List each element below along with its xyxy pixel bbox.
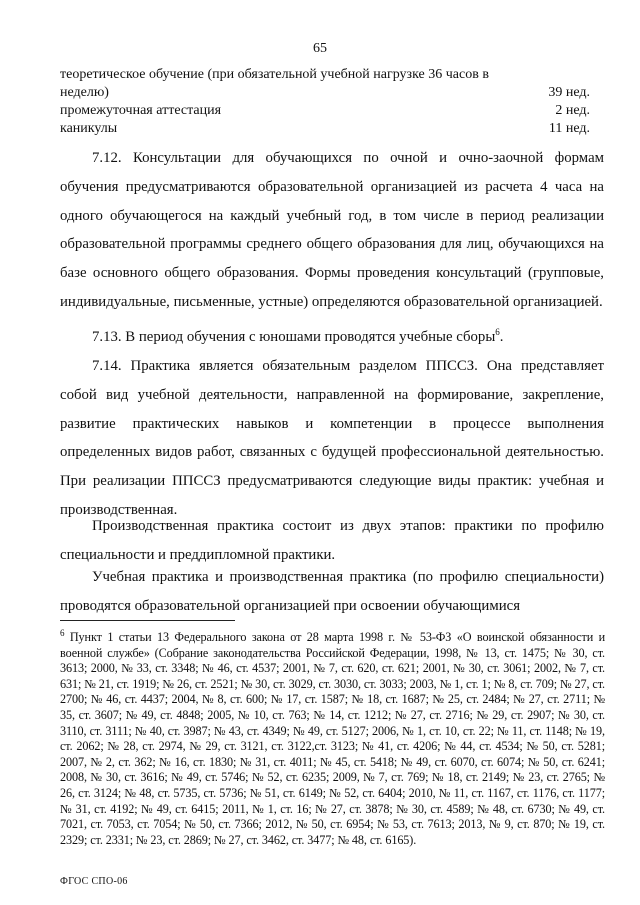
schedule-row [60, 66, 590, 84]
schedule-label: промежуточная аттестация [60, 103, 222, 118]
paragraph-educational-practice: Учебная практика и производственная практика (по профилю специальности) проводятся образовательной организацией при освоении обучающимися [60, 569, 604, 614]
schedule-value: 2 нед. [555, 103, 590, 118]
schedule-row [60, 102, 590, 120]
footnote-marker: 6 [60, 627, 65, 638]
schedule-label: теоретическое обучение (при обязательной учебной нагрузке 36 часов в [60, 67, 489, 82]
schedule-value: 11 нед. [548, 121, 590, 136]
footnote-divider [60, 620, 235, 621]
paragraph-production-practice: Производственная практика состоит из двух этапов: практики по профилю специальности и преддипломной практики. [60, 518, 604, 563]
footnote-ref: 6 [495, 327, 500, 338]
paragraph-7-14: 7.14. Практика является обязательным разделом ППССЗ. Она представляет собой вид учебной деятельности, направленной на формирование, закрепление, развитие практических навыков и компетенции в процессе выполнения определенных видов работ, связанных с будущей профессиональной деятельностью. При реализации ППССЗ предусматриваются следующие виды практик: учебная и производственная. [60, 358, 604, 518]
footnote-text: Пункт 1 статьи 13 Федерального закона от 28 марта 1998 г. № 53-ФЗ «О воинской обязанности и военной службе» (Собрание законодательства Российской Федерации, 1998, № 13, ст. 1475; № 30, ст. 3613; 2000, № 33, ст. 3348; № 46, ст. 4537; 2001, № 7, ст. 620, ст. 621; 2001, № 30, ст. 3061; 2002, № 7, ст. 631; № 21, ст. 1919; № 26, ст. 2521; № 30, ст. 3029, ст. 3030, ст. 3033; 2003, № 1, ст. 1; № 8, ст. 709; № 27, ст. 2700; № 46, ст. 4437; 2004, № 8, ст. 600; № 17, ст. 1587; № 18, ст. 1687; № 25, ст. 2484; № 27, ст. 2711; № 35, ст. 3607; № 49, ст. 4848; 2005, № 10, ст. 763; № 14, ст. 1212; № 27, ст. 2716; № 29, ст. 2907; № 30, ст. 3110, ст. 3111; № 40, ст. 3987; № 43, ст. 4349; № 49, ст. 5127; 2006, № 1, ст. 10, ст. 22; № 11, ст. 1148; № 19, ст. 2062; № 28, ст. 2974, № 29, ст. 3121, ст. 3122,ст. 3123; № 41, ст. 4206; № 44, ст. 4534; № 50, ст. 5281; 2007, № 2, ст. 362; № 16, ст. 1830; № 31, ст. 4011; № 45, ст. 5418; № 49, ст. 6070, ст. 6074; № 50, ст. 6241; 2008, № 30, ст. 3616; № 49, ст. 5746; № 52, ст. 6235; 2009, № 7, ст. 769; № 18, ст. 2149; № 23, ст. 2765; № 26, ст. 3124; № 48, ст. 5735, ст. 5736; № 51, ст. 6149; № 52, ст. 6404; 2010, № 11, ст. 1167, ст. 1176, ст. 1177; № 31, ст. 4192; № 49, ст. 6415; 2011, № 1, ст. 16; № 27, ст. 3878; № 30, ст. 4589; № 48, ст. 6730; № 49, ст. 7021, ст. 7053, ст. 7054; № 50, ст. 7366; 2012, № 50, ст. 6954; № 53, ст. 7613; 2013, № 9, ст. 870; № 19, ст. 2329; ст. 2331; № 23, ст. 2869; № 27, ст. 3462, ст. 3477; № 48, ст. 6165). [60, 630, 605, 847]
paragraph-7-13-end: . [499, 329, 504, 345]
document-code: ФГОС СПО-06 [60, 876, 128, 887]
schedule-row [60, 120, 590, 138]
paragraph-7-13-text: 7.13. В период обучения с юношами проводятся учебные сборы [92, 329, 496, 345]
schedule-label: неделю) [60, 85, 109, 100]
paragraph-7-12: 7.12. Консультации для обучающихся по очной и очно-заочной формам обучения предусматриваются образовательной организацией из расчета 4 часа на одного обучающегося на каждый учебный год, в том числе в период реализации образовательной программы среднего общего образования для лиц, обучающихся на базе основного общего образования. Формы проведения консультаций (групповые, индивидуальные, письменные, устные) определяются образовательной организацией. [60, 150, 604, 310]
schedule-table [60, 66, 590, 138]
page-number: 65 [313, 41, 327, 56]
schedule-value: 39 нед. [548, 85, 590, 100]
footnote [60, 627, 605, 848]
schedule-label: каникулы [60, 121, 118, 136]
schedule-row [60, 84, 590, 102]
paragraph-7-13 [60, 323, 604, 352]
